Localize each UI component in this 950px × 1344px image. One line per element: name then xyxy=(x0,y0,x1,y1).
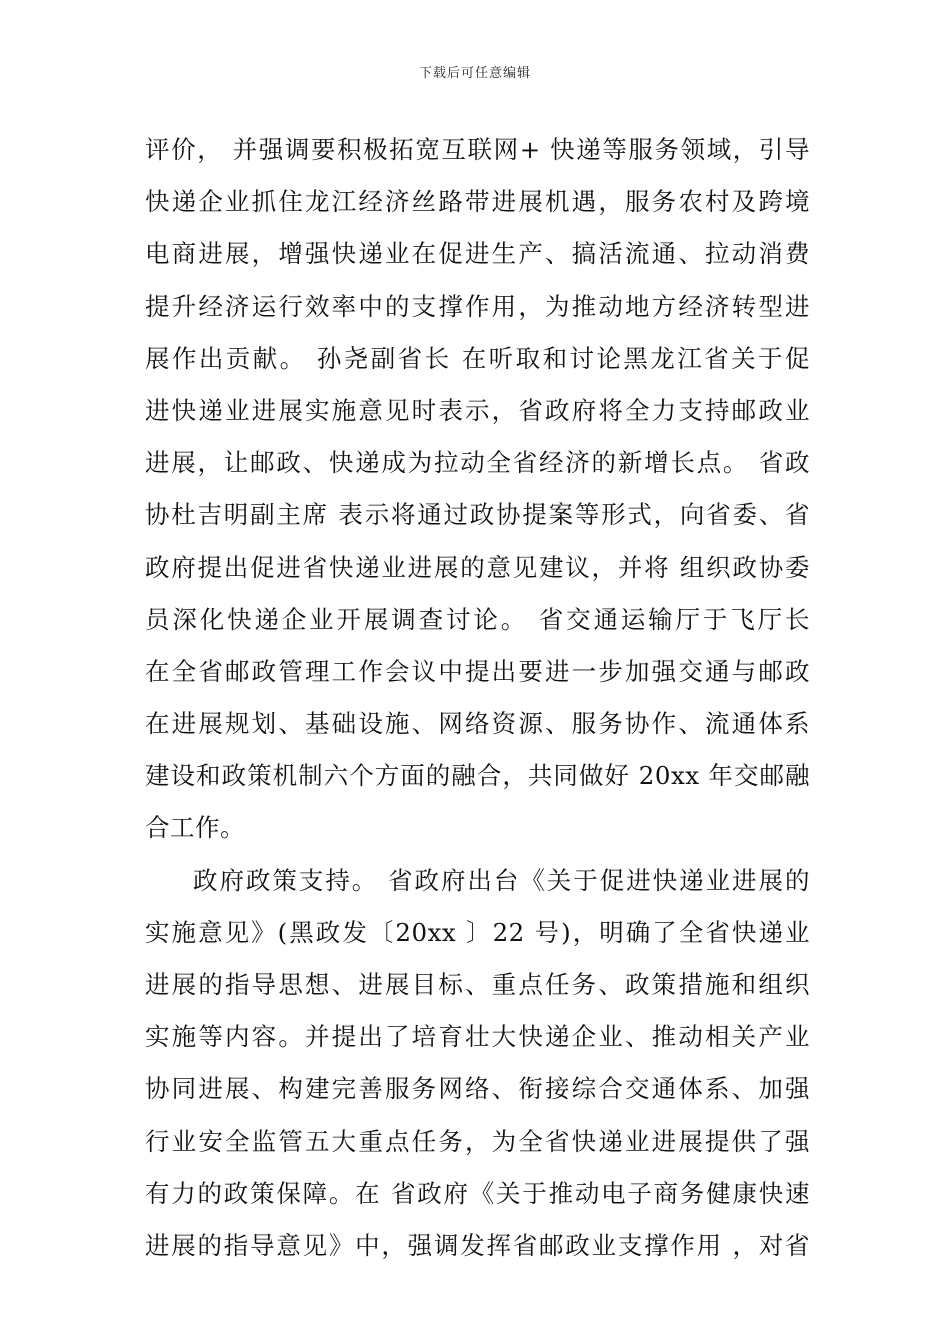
text-line: 有力的政策保障。在 省政府《关于推动电子商务健康快速 xyxy=(145,1178,810,1208)
text-line: 协杜吉明副主席 表示将通过政协提案等形式，向省委、省 xyxy=(145,500,810,530)
text-line: 协同进展、构建完善服务网络、衔接综合交通体系、加强 xyxy=(145,1074,810,1104)
text-line: 评价， 并强调要积极拓宽互联网+ 快递等服务领域，引导 xyxy=(145,135,810,164)
text-line: 在全省邮政管理工作会议中提出要进一步加强交通与邮政 xyxy=(145,656,810,686)
text-line: 快递企业抓住龙江经济丝路带进展机遇，服务农村及跨境 xyxy=(145,187,810,217)
text-line: 展作出贡献。 孙尧副省长 在听取和讨论黑龙江省关于促 xyxy=(145,343,810,373)
text-line: 提升经济运行效率中的支撑作用，为推动地方经济转型进 xyxy=(145,291,810,321)
text-line: 行业安全监管五大重点任务，为全省快递业进展提供了强 xyxy=(145,1126,810,1156)
text-line: 政府提出促进省快递业进展的意见建议，并将 组织政协委 xyxy=(145,552,810,582)
text-line: 在进展规划、基础设施、网络资源、服务协作、流通体系 xyxy=(145,709,810,739)
text-line: 进展的指导意见》中，强调发挥省邮政业支撑作用 ，对省 xyxy=(145,1230,810,1260)
text-line: 电商进展，增强快递业在促进生产、搞活流通、拉动消费 xyxy=(145,239,810,269)
paragraph-start-line: 政府政策支持。 省政府出台《关于促进快递业进展的 xyxy=(193,865,810,895)
text-line: 进展的指导思想、进展目标、重点任务、政策措施和组织 xyxy=(145,970,810,999)
text-line: 建设和政策机制六个方面的融合，共同做好 20xx 年交邮融 xyxy=(145,761,810,791)
page-header: 下载后可任意编辑 xyxy=(418,66,531,81)
document-body xyxy=(145,124,810,1272)
text-line: 进展，让邮政、快递成为拉动全省经济的新增长点。 省政 xyxy=(145,448,810,478)
paragraph-end-line: 合工作。 xyxy=(145,813,245,843)
text-line: 进快递业进展实施意见时表示，省政府将全力支持邮政业 xyxy=(145,395,810,425)
text-line: 实施意见》(黑政发〔20xx 〕22 号)，明确了全省快递业 xyxy=(145,917,810,947)
text-line: 实施等内容。并提出了培育壮大快递企业、推动相关产业 xyxy=(145,1022,810,1052)
text-line: 员深化快递企业开展调查讨论。 省交通运输厅于飞厅长 xyxy=(145,604,810,634)
